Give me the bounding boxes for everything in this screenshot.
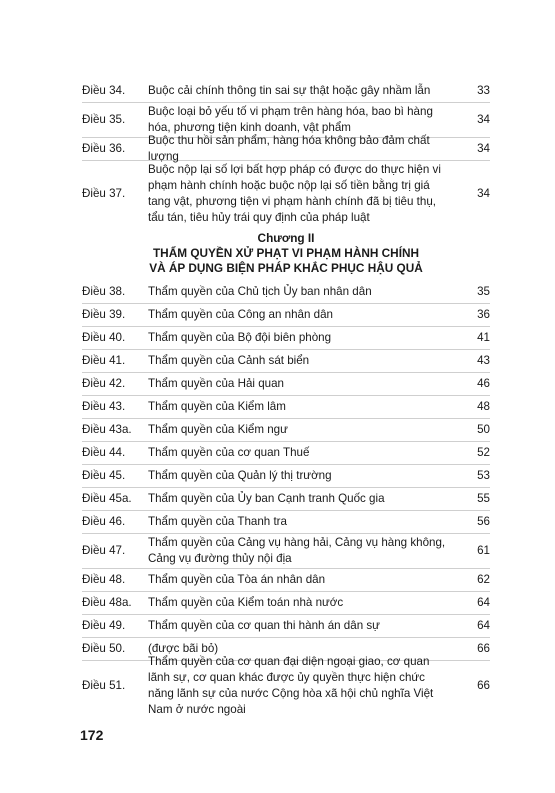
chapter-title: THẨM QUYỀN XỬ PHẠT VI PHẠM HÀNH CHÍNH VÀ ÁP DỤNG BIỆN PHÁP KHẮC PHỤC HẬU QUẢ — [149, 246, 423, 275]
page-reference: 62 — [477, 573, 490, 586]
article-number: Điều 39. — [82, 308, 126, 321]
toc-entry — [82, 488, 490, 510]
toc-entry — [82, 534, 490, 568]
toc-entry — [82, 161, 490, 227]
page-reference: 53 — [477, 469, 490, 482]
page-reference: 35 — [477, 285, 490, 298]
article-number: Điều 36. — [82, 142, 126, 155]
article-number: Điều 38. — [82, 285, 126, 298]
toc-entry — [82, 511, 490, 533]
article-title: Thẩm quyền của cơ quan thi hành án dân sự — [148, 619, 380, 632]
page-reference: 66 — [477, 679, 490, 692]
article-title: Thẩm quyền của Cảng vụ hàng hải, Cảng vụ hàng không, Cảng vụ đường thủy nội địa — [148, 536, 446, 565]
toc-entry — [82, 396, 490, 418]
toc-entry — [82, 80, 490, 102]
page-reference: 66 — [477, 642, 490, 655]
toc-entry — [82, 592, 490, 614]
article-number: Điều 43a. — [82, 423, 132, 436]
article-number: Điều 34. — [82, 84, 126, 97]
article-number: Điều 43. — [82, 400, 126, 413]
toc-section-chapter-2 — [82, 281, 490, 716]
article-number: Điều 35. — [82, 113, 126, 126]
page-reference: 50 — [477, 423, 490, 436]
article-number: Điều 45a. — [82, 492, 132, 505]
article-number: Điều 48a. — [82, 596, 132, 609]
page-reference: 34 — [477, 187, 490, 200]
article-title: Thẩm quyền của cơ quan đại diện ngoại giao, cơ quan lãnh sự, cơ quan khác được ủy quyền thực hiện chức năng lãnh sự của nước Cộng hòa xã hội chủ nghĩa Việt Nam ở nước ngoài — [148, 655, 434, 716]
page-reference: 55 — [477, 492, 490, 505]
chapter-heading — [82, 227, 490, 281]
article-title: Thẩm quyền của Bộ đội biên phòng — [148, 331, 332, 344]
page-reference: 56 — [477, 515, 490, 528]
article-title: (được bãi bỏ) — [148, 642, 219, 655]
article-title: Thẩm quyền của cơ quan Thuế — [148, 446, 310, 459]
page-reference: 61 — [477, 544, 490, 557]
article-title: Thẩm quyền của Kiểm toán nhà nước — [148, 596, 344, 609]
page-reference: 46 — [477, 377, 490, 390]
article-title: Thẩm quyền của Quản lý thị trường — [148, 469, 332, 482]
page-reference: 41 — [477, 331, 490, 344]
article-number: Điều 44. — [82, 446, 126, 459]
toc-entry — [82, 465, 490, 487]
article-title: Thẩm quyền của Chủ tịch Ủy ban nhân dân — [148, 285, 372, 298]
page-reference: 48 — [477, 400, 490, 413]
article-title: Buộc nộp lại số lợi bất hợp pháp có được do thực hiện vi phạm hành chính hoặc buộc nộp lại số tiền bằng trị giá tang vật, phương tiện vi phạm hành chính đã bị tiêu thụ, tẩu tán, tiêu hủy trái quy định của pháp luật — [148, 163, 441, 224]
article-number: Điều 50. — [82, 642, 126, 655]
article-title: Thẩm quyền của Thanh tra — [148, 515, 287, 528]
article-number: Điều 48. — [82, 573, 126, 586]
article-number: Điều 45. — [82, 469, 126, 482]
page-reference: 43 — [477, 354, 490, 367]
article-title: Thẩm quyền của Kiểm lâm — [148, 400, 286, 413]
toc-entry — [82, 373, 490, 395]
article-number: Điều 42. — [82, 377, 126, 390]
table-of-contents — [82, 80, 490, 716]
page-reference: 36 — [477, 308, 490, 321]
page-reference: 34 — [477, 113, 490, 126]
article-number: Điều 37. — [82, 187, 126, 200]
page-reference: 34 — [477, 142, 490, 155]
page-reference: 64 — [477, 596, 490, 609]
toc-entry — [82, 103, 490, 137]
article-title: Thẩm quyền của Kiểm ngư — [148, 423, 288, 436]
toc-entry — [82, 419, 490, 441]
toc-entry — [82, 350, 490, 372]
article-title: Thẩm quyền của Cảnh sát biển — [148, 354, 310, 367]
page-reference: 33 — [477, 84, 490, 97]
page-number: 172 — [80, 727, 104, 743]
toc-entry — [82, 655, 490, 716]
toc-section-chapter-1-tail — [82, 80, 490, 227]
page-reference: 52 — [477, 446, 490, 459]
article-number: Điều 47. — [82, 544, 126, 557]
page-reference: 64 — [477, 619, 490, 632]
article-title: Thẩm quyền của Ủy ban Cạnh tranh Quốc gia — [148, 492, 385, 505]
article-number: Điều 51. — [82, 679, 126, 692]
toc-entry — [82, 327, 490, 349]
toc-entry — [82, 304, 490, 326]
article-title: Buộc loại bỏ yếu tố vi phạm trên hàng hóa, bao bì hàng hóa, phương tiện kinh doanh, vật phẩm — [148, 105, 433, 134]
article-number: Điều 49. — [82, 619, 126, 632]
article-number: Điều 41. — [82, 354, 126, 367]
article-number: Điều 46. — [82, 515, 126, 528]
toc-entry — [82, 615, 490, 637]
toc-entry — [82, 134, 490, 163]
toc-entry — [82, 442, 490, 464]
toc-entry — [82, 281, 490, 303]
article-title: Thẩm quyền của Công an nhân dân — [148, 308, 333, 321]
article-title: Buộc thu hồi sản phẩm, hàng hóa không bảo đảm chất lượng — [148, 134, 430, 163]
toc-entry — [82, 569, 490, 591]
article-title: Buộc cải chính thông tin sai sự thật hoặc gây nhầm lẫn — [148, 84, 431, 97]
article-title: Thẩm quyền của Hải quan — [148, 377, 284, 390]
article-number: Điều 40. — [82, 331, 126, 344]
chapter-label: Chương II — [257, 231, 315, 245]
article-title: Thẩm quyền của Tòa án nhân dân — [148, 573, 326, 586]
